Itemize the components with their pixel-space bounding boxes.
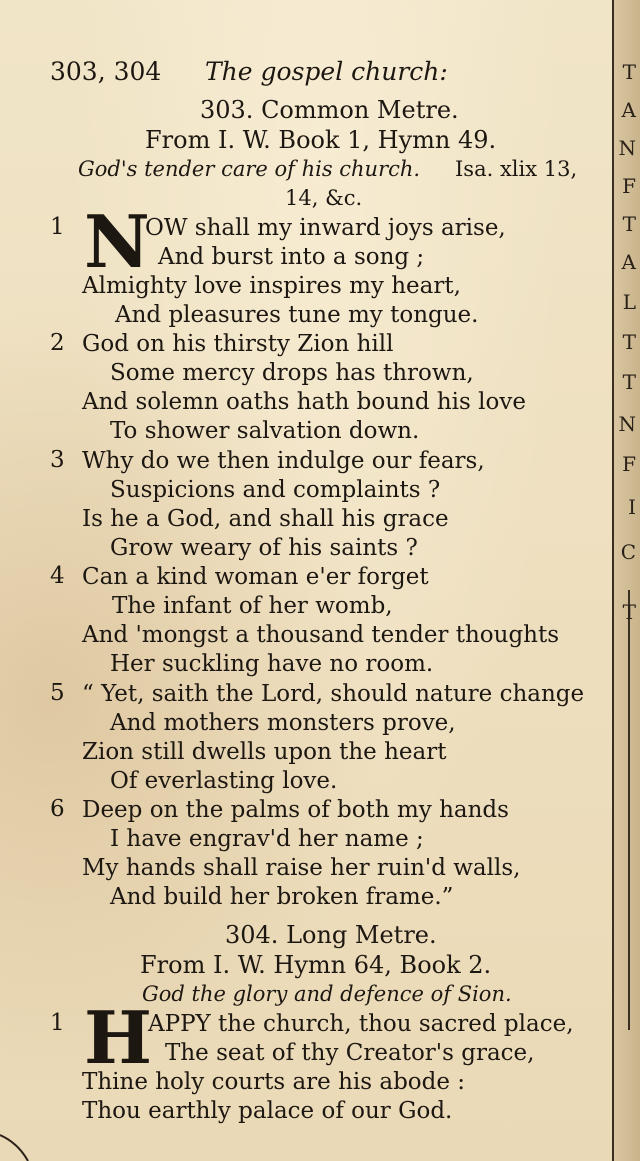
verse-line: Her suckling have no room.	[110, 651, 434, 677]
verse-line: Can a kind woman e'er forget	[82, 564, 429, 590]
verse-line: I have engrav'd her name ;	[110, 826, 424, 852]
hymn-303-subject: God's tender care of his church.	[78, 157, 421, 181]
verse-line: Of everlasting love.	[110, 768, 338, 794]
verse-line: And pleasures tune my tongue.	[115, 302, 479, 328]
facing-page-letter: A	[621, 250, 636, 274]
drop-cap: H	[84, 995, 153, 1080]
verse-line: And build her broken frame.”	[110, 884, 454, 910]
facing-page-letter: I	[628, 495, 636, 519]
verse-line: Zion still dwells upon the heart	[82, 739, 447, 765]
verse-line: And 'mongst a thousand tender thoughts	[82, 622, 560, 648]
verse-line: The seat of thy Creator's grace,	[165, 1040, 535, 1066]
stanza-number: 2	[50, 330, 65, 356]
stanza-number: 1	[50, 214, 65, 240]
verse-line: “ Yet, saith the Lord, should nature change	[82, 681, 585, 707]
verse-line: The infant of her womb,	[112, 593, 393, 619]
facing-page-letter: A	[621, 98, 636, 122]
verse-line: APPY the church, thou sacred place,	[148, 1011, 574, 1037]
facing-page-rule	[628, 590, 630, 1030]
verse-line: Suspicions and complaints ?	[110, 477, 441, 503]
facing-page-letter: C	[620, 540, 636, 564]
stanza-number: 5	[50, 680, 65, 706]
verse-line: And mothers monsters prove,	[110, 710, 456, 736]
verse-line: Thine holy courts are his abode :	[82, 1069, 466, 1095]
facing-page-letter: T	[622, 212, 636, 236]
verse-line: To shower salvation down.	[110, 418, 420, 444]
stanza-number: 4	[50, 563, 65, 589]
drop-cap: N	[84, 199, 150, 284]
verse-line: Grow weary of his saints ?	[110, 535, 418, 561]
verse-line: Why do we then indulge our fears,	[82, 448, 485, 474]
hymn-304-heading: 304. Long Metre.	[225, 921, 437, 949]
verse-line: OW shall my inward joys arise,	[145, 215, 506, 241]
facing-page-letter: N	[618, 412, 636, 436]
facing-page-letter: L	[622, 290, 636, 314]
hymn-304-source: From I. W. Hymn 64, Book 2.	[140, 951, 492, 979]
hymn-304-subject: God the glory and defence of Sion.	[142, 982, 512, 1006]
stanza-number: 3	[50, 447, 65, 473]
verse-line: Some mercy drops has thrown,	[110, 360, 474, 386]
verse-line: Is he a God, and shall his grace	[82, 506, 449, 532]
verse-line: My hands shall raise her ruin'd walls,	[82, 855, 521, 881]
stanza-number: 6	[50, 796, 65, 822]
verse-line: Almighty love inspires my heart,	[82, 273, 461, 299]
facing-page-letter: T	[622, 330, 636, 354]
hymn-303-reference-cont: 14, &c.	[285, 186, 363, 210]
verse-line: Thou earthly palace of our God.	[82, 1098, 453, 1124]
facing-page-letter: T	[622, 600, 636, 624]
facing-page-letter: F	[622, 174, 636, 198]
facing-page-letter: N	[618, 136, 636, 160]
verse-line: Deep on the palms of both my hands	[82, 797, 509, 823]
hymn-303-heading: 303. Common Metre.	[200, 96, 459, 124]
facing-page-letter: T	[622, 370, 636, 394]
verse-line: And burst into a song ;	[158, 244, 425, 270]
stanza-number: 1	[50, 1010, 65, 1036]
hymn-303-source: From I. W. Book 1, Hymn 49.	[145, 126, 497, 154]
verse-line: And solemn oaths hath bound his love	[82, 389, 526, 415]
facing-page-letter: T	[622, 60, 636, 84]
verse-line: God on his thirsty Zion hill	[82, 331, 394, 357]
running-title: The gospel church:	[205, 57, 448, 86]
facing-page-letter: F	[622, 452, 636, 476]
hymn-303-reference: Isa. xlix 13,	[455, 157, 578, 181]
page-numbers: 303, 304	[50, 57, 162, 86]
page-corner-mark	[0, 1131, 60, 1161]
